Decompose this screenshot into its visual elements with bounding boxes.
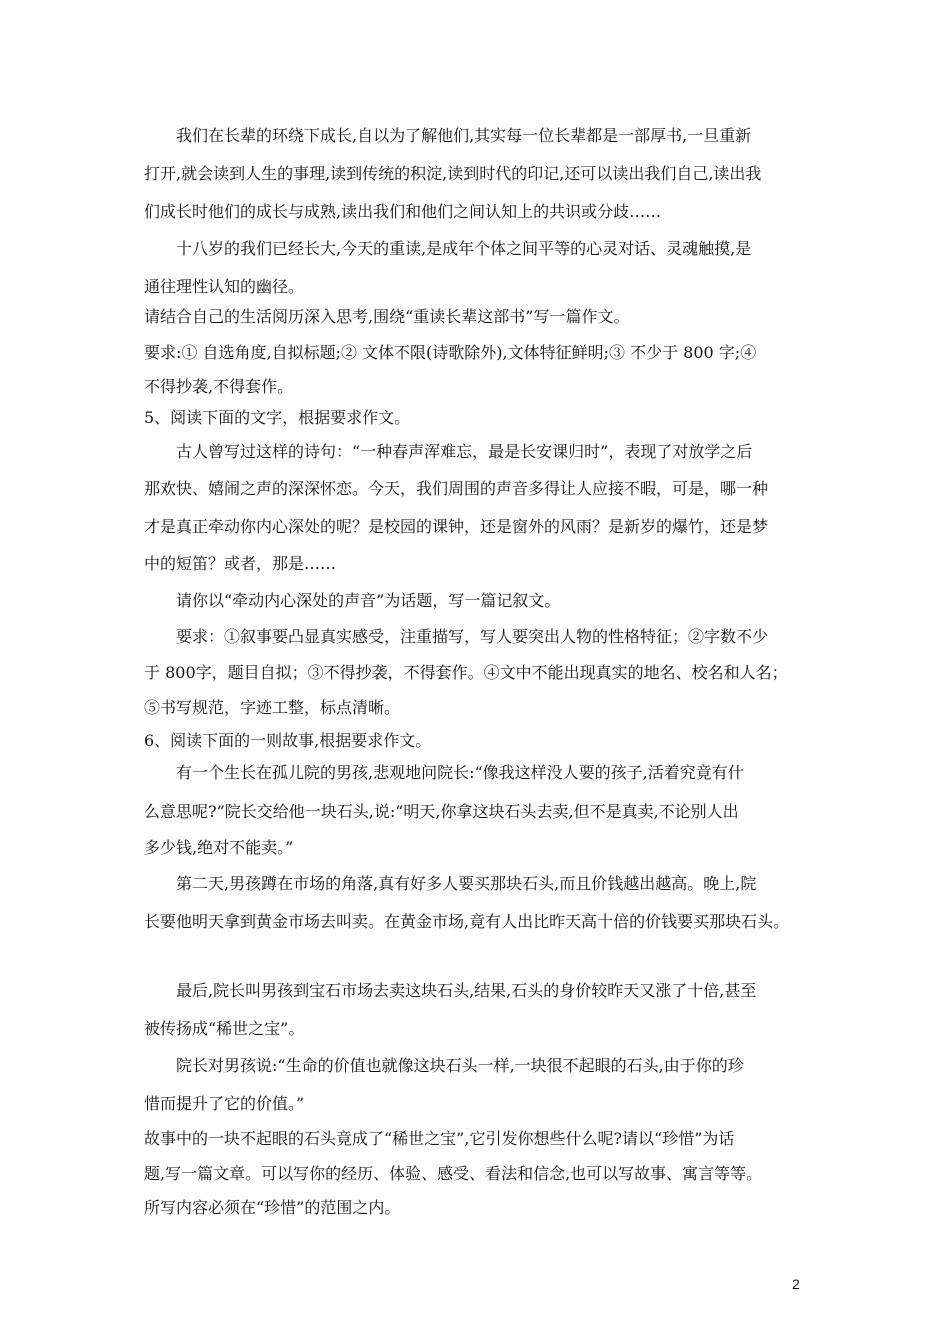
text-line: 故事中的一块不起眼的石头竟成了“稀世之宝”,它引发你想些什么呢?请以“珍惜”为话 (144, 1129, 735, 1148)
text-line: 惜而提升了它的价值。” (144, 1094, 305, 1113)
page-number: 2 (792, 1276, 800, 1292)
text-line: 有一个生长在孤儿院的男孩,悲观地问院长:“像我这样没人要的孩子,活着究竟有什 (176, 763, 744, 782)
text-line: 要求：①叙事要凸显真实感受，注重描写，写人要突出人物的性格特征；②字数不少 (176, 627, 769, 646)
text-line: 们成长时他们的成长与成熟,读出我们和他们之间认知上的共识或分歧…… (144, 202, 662, 221)
text-line: 长要他明天拿到黄金市场去叫卖。在黄金市场,竟有人出比昨天高十倍的价钱要买那块石头。 (144, 912, 790, 931)
text-line: 么意思呢?”院长交给他一块石头,说:“明天,你拿这块石头去卖,但不是真卖,不论别人出 (144, 802, 739, 821)
text-line: 我们在长辈的环绕下成长,自以为了解他们,其实每一位长辈都是一部厚书,一旦重新 (176, 126, 752, 145)
text-line: 十八岁的我们已经长大,今天的重读,是成年个体之间平等的心灵对话、灵魂触摸,是 (176, 239, 752, 258)
text-line: 古人曾写过这样的诗句：“一种春声浑难忘，最是长安课归时”，表现了对放学之后 (176, 442, 753, 461)
text-line: 要求:① 自选角度,自拟标题;② 文体不限(诗歌除外),文体特征鲜明;③ 不少于 800 字;④ (144, 343, 757, 362)
text-line: 请结合自己的生活阅历深入思考,围绕“重读长辈这部书”写一篇作文。 (144, 307, 630, 326)
text-line: 多少钱,绝对不能卖。” (144, 838, 294, 857)
text-line: 不得抄袭,不得套作。 (144, 377, 294, 396)
text-line: 通往理性认知的幽径。 (144, 277, 305, 296)
section-heading: 5、阅读下面的文字，根据要求作文。 (144, 408, 411, 427)
text-line: 请你以“牵动内心深处的声音”为话题，写一篇记叙文。 (176, 591, 561, 610)
text-line: 最后,院长叫男孩到宝石市场去卖这块石头,结果,石头的身价较昨天又涨了十倍,甚至 (176, 981, 757, 1000)
text-line: 所写内容必须在“珍惜”的范围之内。 (144, 1198, 401, 1217)
text-line: 题,写一篇文章。可以写你的经历、体验、感受、看法和信念,也可以写故事、寓言等等。 (144, 1164, 763, 1183)
text-line: ⑤书写规范，字迹工整，标点清晰。 (144, 698, 401, 717)
text-line: 于 800字，题目自拟；③不得抄袭，不得套作。④文中不能出现真实的地名、校名和人名； (144, 663, 788, 682)
text-line: 打开,就会读到人生的事理,读到传统的积淀,读到时代的印记,还可以读出我们自己,读出我 (144, 164, 762, 183)
text-line: 那欢快、嬉闹之声的深深怀恋。今天，我们周围的声音多得让人应接不暇，可是，哪一种 (144, 479, 769, 498)
text-line: 被传扬成“稀世之宝”。 (144, 1019, 305, 1038)
text-line: 才是真正牵动你内心深处的呢？是校园的课钟，还是窗外的风雨？是新岁的爆竹，还是梦 (144, 517, 769, 536)
section-heading: 6、阅读下面的一则故事,根据要求作文。 (144, 731, 432, 750)
text-line: 院长对男孩说:“生命的价值也就像这块石头一样,一块很不起眼的石头,由于你的珍 (176, 1056, 744, 1075)
text-line: 中的短笛？或者，那是…… (144, 554, 337, 573)
text-line: 第二天,男孩蹲在市场的角落,真有好多人要买那块石头,而且价钱越出越高。晚上,院 (176, 874, 757, 893)
